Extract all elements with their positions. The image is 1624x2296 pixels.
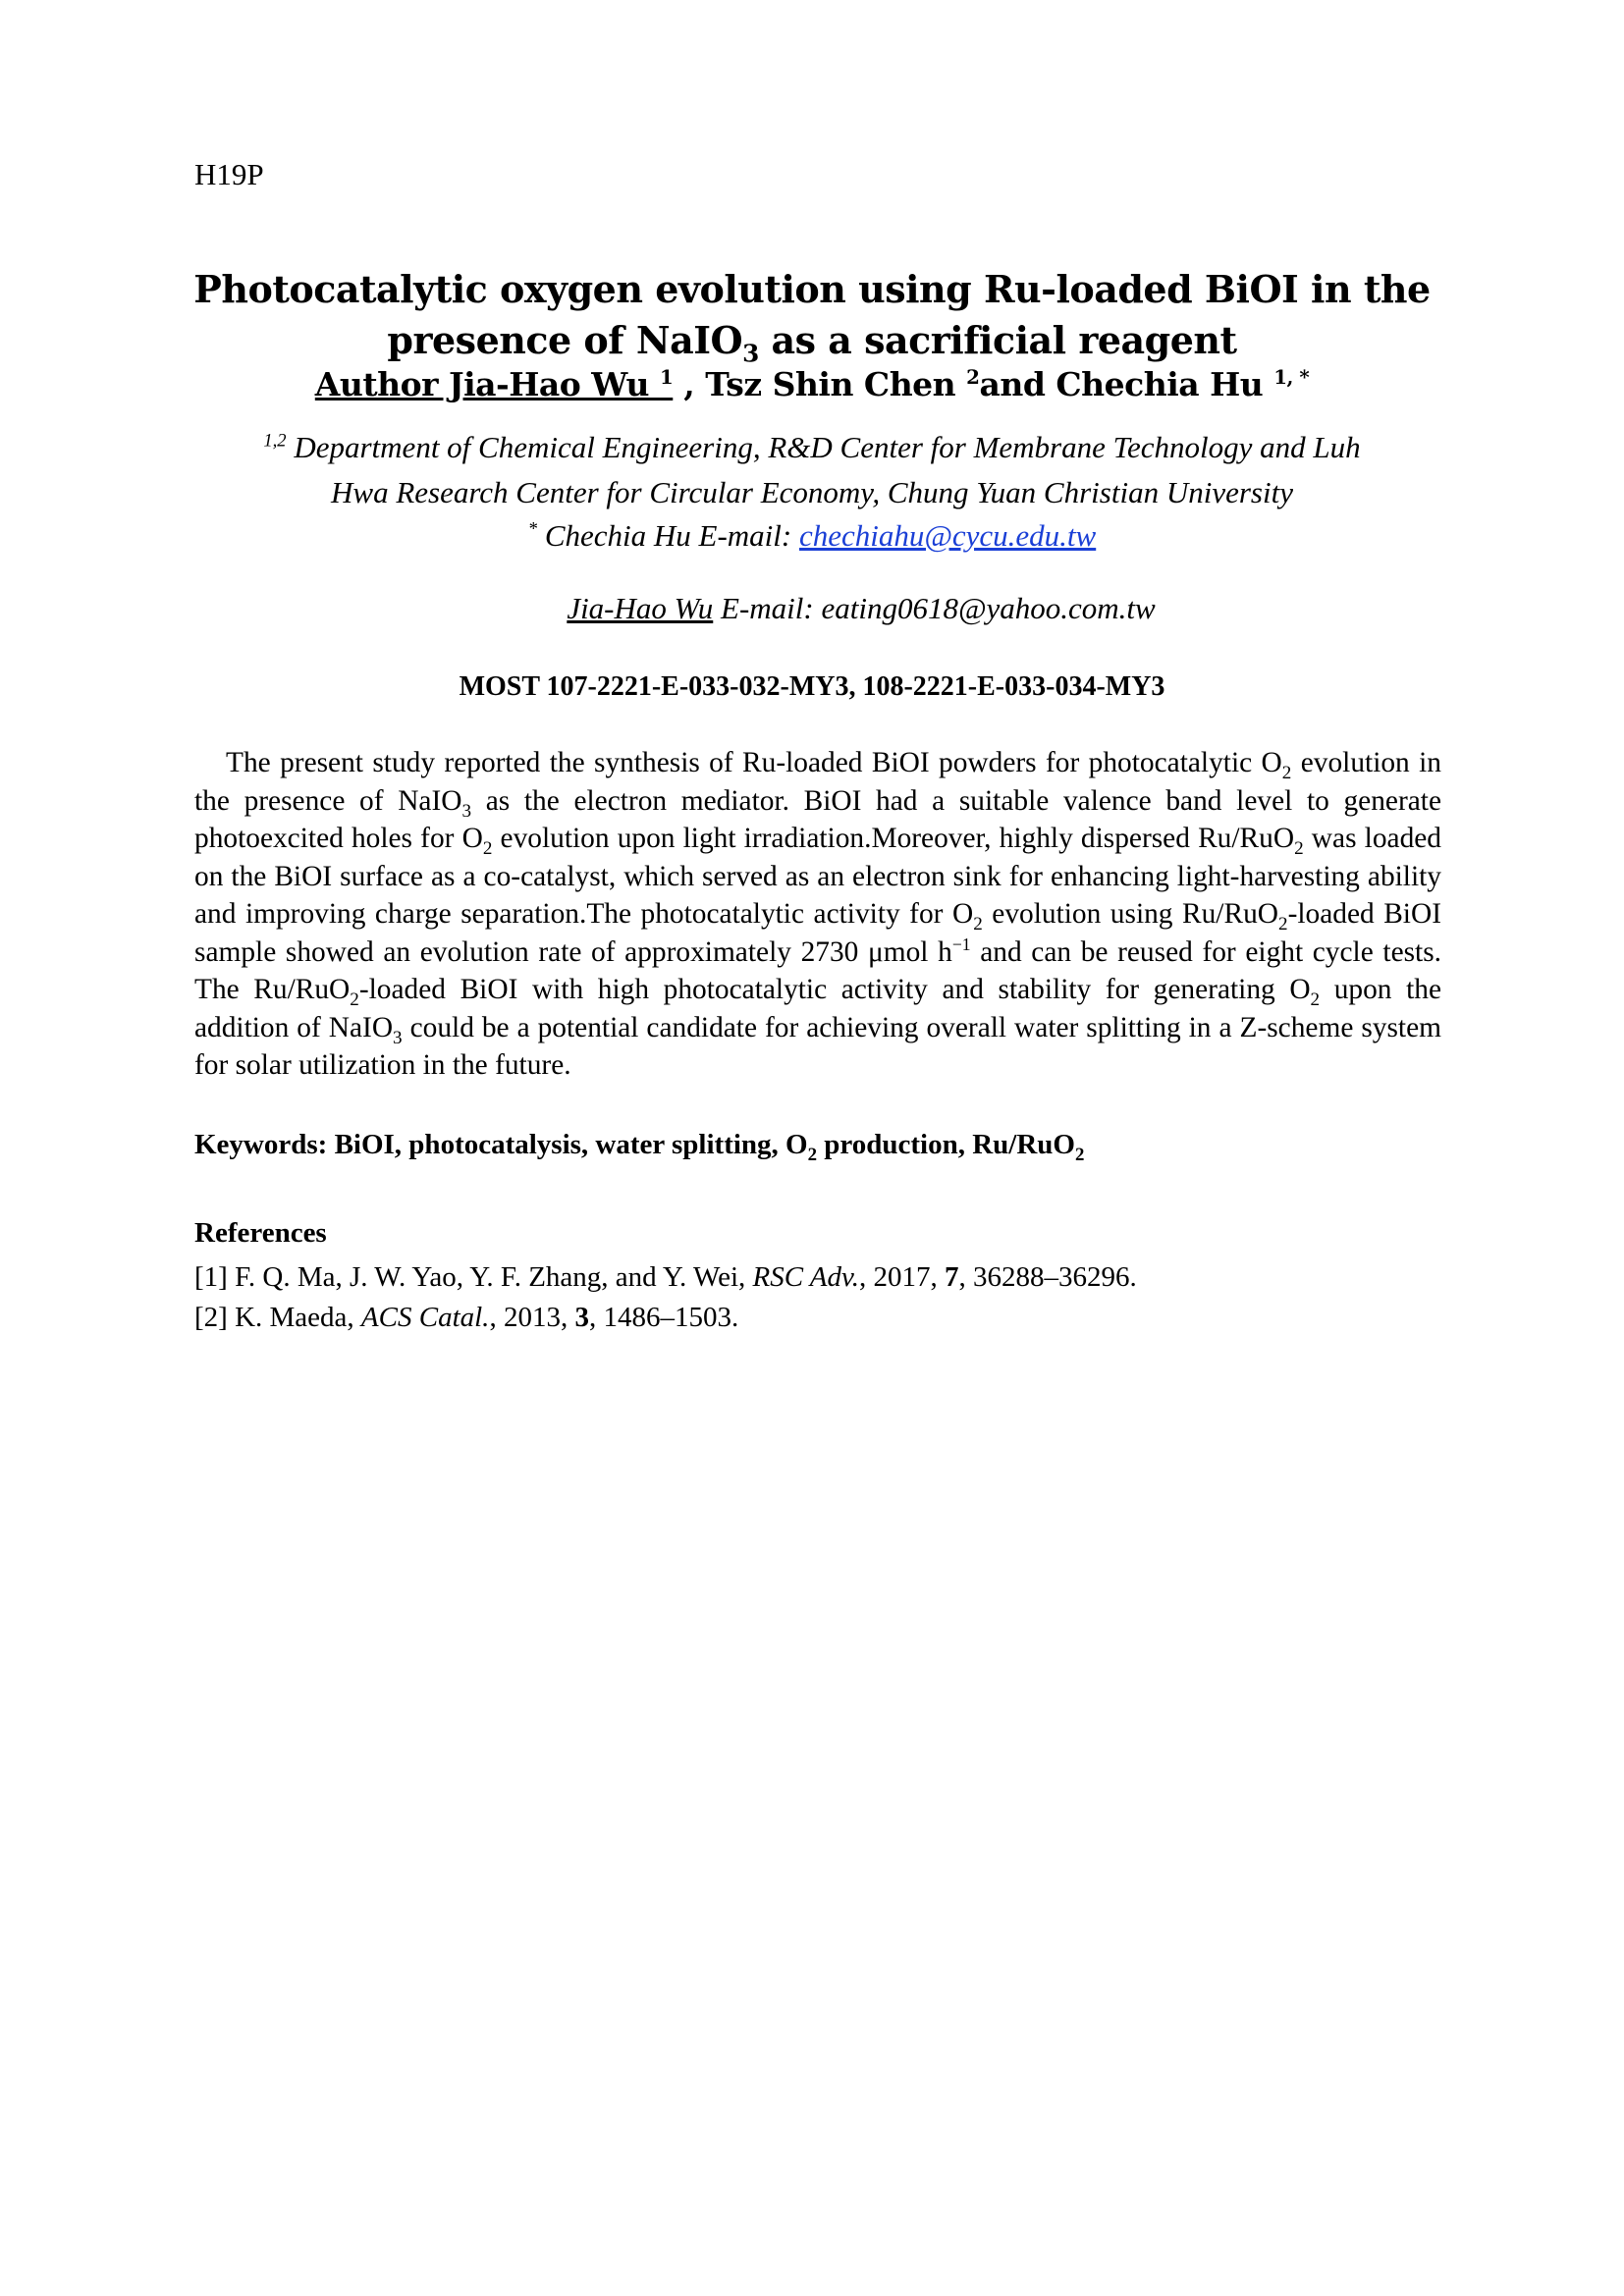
presenting-author: Author Jia-Hao Wu $^1$ (314, 365, 674, 403)
second-email-line: Jia-Hao Wu E-mail: eating0618@yahoo.com.tw (567, 591, 1156, 625)
references-heading: References (194, 1217, 327, 1249)
author-list: Author Jia-Hao Wu $^1$ , Tsz Shin Chen $^2$and Chechia Hu $^{1, *}$ (314, 365, 1310, 403)
page-code: H19P (194, 157, 264, 191)
corresponding-email-line: * Chechia Hu E-mail: chechiahu@cycu.edu.tw (527, 518, 1097, 553)
title-line-2: presence of NaIO$_3$ as a sacrificial reagent (387, 318, 1237, 368)
keywords: Keywords: BiOI, photocatalysis, water splitting, $O_2$ production, Ru/RuO$_2$ (194, 1129, 1085, 1165)
abstract: The present study reported the synthesis of Ru-loaded BiOI powders for photocatalytic $O_2$ evolution in the presence of NaIO$_3$ as the electron mediator. BiOI had a suitable valence band level to generate photoexcited holes for $O_2$ evolution upon light irradiation.Moreover, highly dispersed Ru/RuO$_2$ was loaded on the BiOI surface as a co-catalyst, which served as an electron sink for enhancing light-harvesting ability and improving charge separation.The photocatalytic activity for $O_2$ evolution using Ru/RuO$_2$-loaded BiOI sample showed an evolution rate of approximately 2730 μmol $h^{-1}$ and can be reused for eight cycle tests. The Ru/RuO$_2$-loaded BiOI with high photocatalytic activity and stability for generating $O_2$ upon the addition of NaIO$_3$ could be a potential candidate for achieving overall water splitting in a Z-scheme system for solar utilization in the future. (194, 747, 1442, 1081)
reference-1: [1] F. Q. Ma, J. W. Yao, Y. F. Zhang, and Y. Wei, RSC Adv., 2017, 7, 36288–36296. (194, 1261, 1137, 1293)
affiliation-line-1: $^{1,2}$ Department of Chemical Engineering, R&D Center for Membrane Technology and Luh (263, 430, 1361, 464)
affiliation-line-2: Hwa Research Center for Circular Economy, Chung Yuan Christian University (331, 475, 1293, 509)
reference-2: [2] K. Maeda, ACS Catal., 2013, 3, 1486–1503. (194, 1302, 739, 1333)
grant-numbers: MOST 107-2221-E-033-032-MY3, 108-2221-E-033-034-MY3 (459, 671, 1165, 702)
corresponding-email-link[interactable]: chechiahu@cycu.edu.tw (798, 518, 1097, 553)
title-line-1: Photocatalytic oxygen evolution using Ru-loaded BiOI in the (193, 267, 1431, 311)
